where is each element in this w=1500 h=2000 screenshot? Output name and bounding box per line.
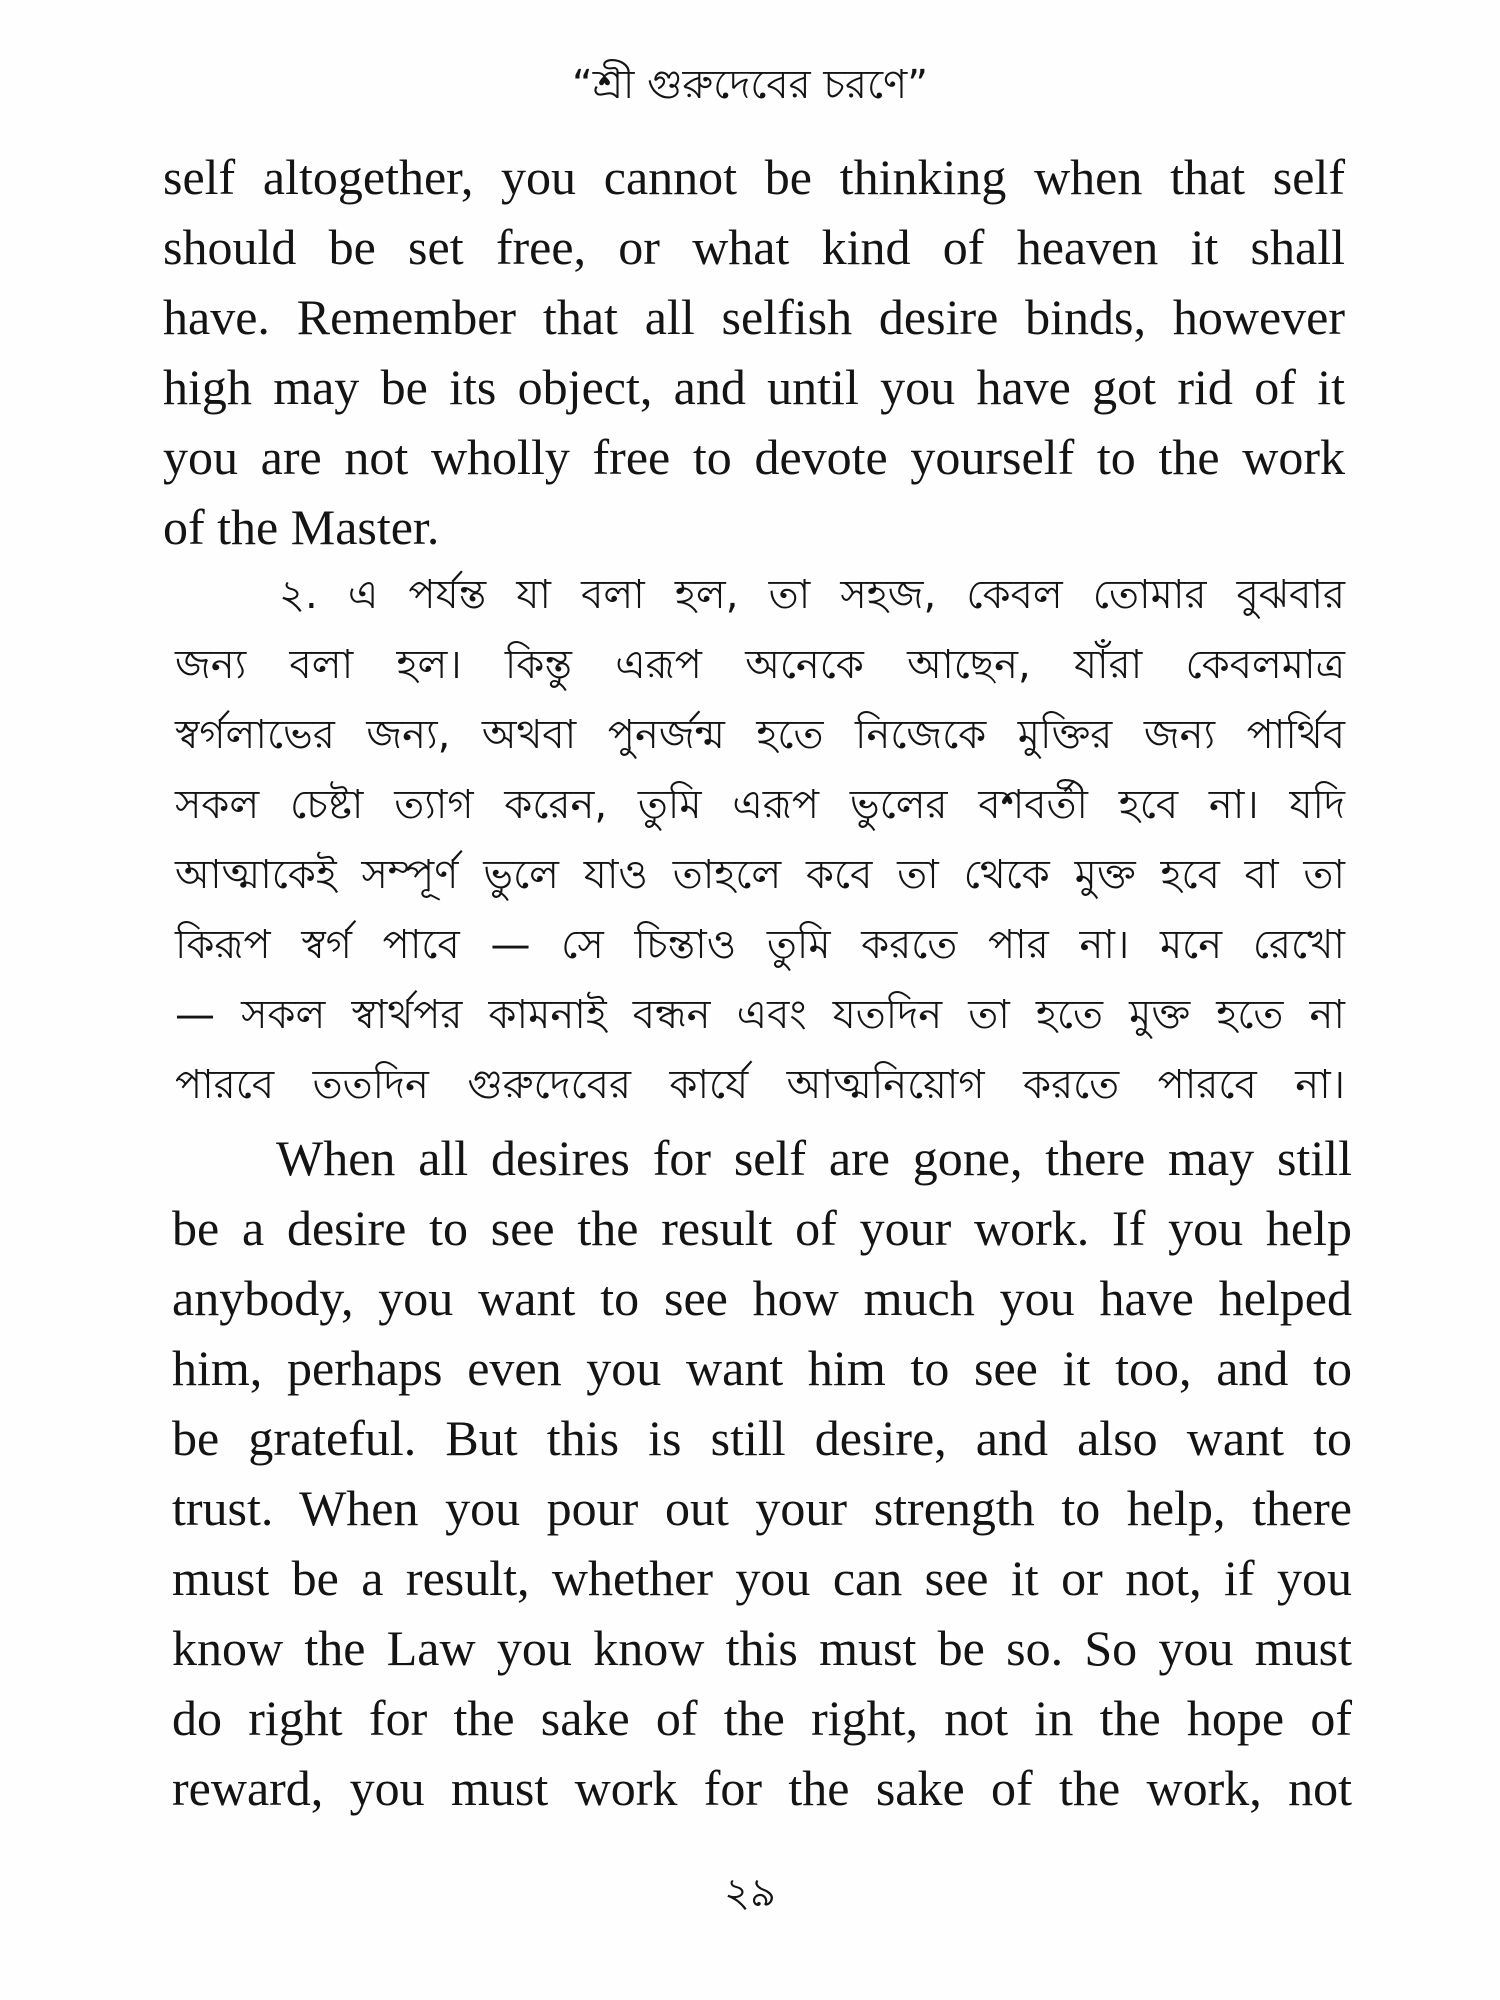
text-line: When all desires for self are gone, there may still: [276, 1130, 1352, 1186]
text-line: ২. এ পর্যন্ত যা বলা হল, তা সহজ, কেবল তোমার বুঝবার: [279, 572, 1345, 618]
text-line: do right for the sake of the right, not in the hope of: [172, 1690, 1352, 1746]
text-line: self altogether, you cannot be thinking when that self: [163, 149, 1345, 205]
text-line: সকল চেষ্টা ত্যাগ করেন, তুমি এরূপ ভুলের বশবর্তী হবে না। যদি: [175, 782, 1345, 828]
text-line: should be set free, or what kind of heaven it shall: [163, 219, 1345, 275]
text-line: আত্মাকেই সম্পূর্ণ ভুলে যাও তাহলে কবে তা থেকে মুক্ত হবে বা তা: [175, 852, 1345, 898]
text-line: know the Law you know this must be so. So you must: [172, 1620, 1352, 1676]
english-paragraph: [172, 1123, 1352, 1823]
text-line: him, perhaps even you want him to see it too, and to: [172, 1340, 1352, 1396]
text-line: স্বর্গলাভের জন্য, অথবা পুনর্জন্ম হতে নিজেকে মুক্তির জন্য পার্থিব: [175, 712, 1345, 758]
text-line: anybody, you want to see how much you have helped: [172, 1270, 1352, 1326]
text-line: trust. When you pour out your strength to help, there: [172, 1480, 1352, 1536]
text-line: be a desire to see the result of your work. If you help: [172, 1200, 1352, 1256]
text-line: high may be its object, and until you have got rid of it: [163, 359, 1345, 415]
text-line: have. Remember that all selfish desire binds, however: [163, 289, 1345, 345]
text-line: জন্য বলা হল। কিন্তু এরূপ অনেকে আছেন, যাঁরা কেবলমাত্র: [175, 642, 1345, 688]
text-line: must be a result, whether you can see it or not, if you: [172, 1550, 1352, 1606]
english-paragraph-continued: [163, 142, 1345, 562]
text-line: of the Master.: [163, 499, 440, 555]
text-line: be grateful. But this is still desire, and also want to: [172, 1410, 1352, 1466]
running-header-title: “শ্রী গুরুদেবের চরণে”: [572, 62, 928, 108]
bengali-paragraph: [175, 560, 1345, 1120]
text-line: reward, you must work for the sake of the work, not: [172, 1760, 1352, 1816]
text-line: পারবে ততদিন গুরুদেবের কার্যে আত্মনিয়োগ করতে পারবে না।: [175, 1062, 1345, 1108]
page-number: ২৯: [724, 1870, 776, 1916]
text-line: you are not wholly free to devote yourself to the work: [163, 429, 1345, 485]
text-line: কিরূপ স্বর্গ পাবে — সে চিন্তাও তুমি করতে পার না। মনে রেখো: [175, 922, 1345, 968]
text-line: — সকল স্বার্থপর কামনাই বন্ধন এবং যতদিন তা হতে মুক্ত হতে না: [175, 992, 1345, 1038]
